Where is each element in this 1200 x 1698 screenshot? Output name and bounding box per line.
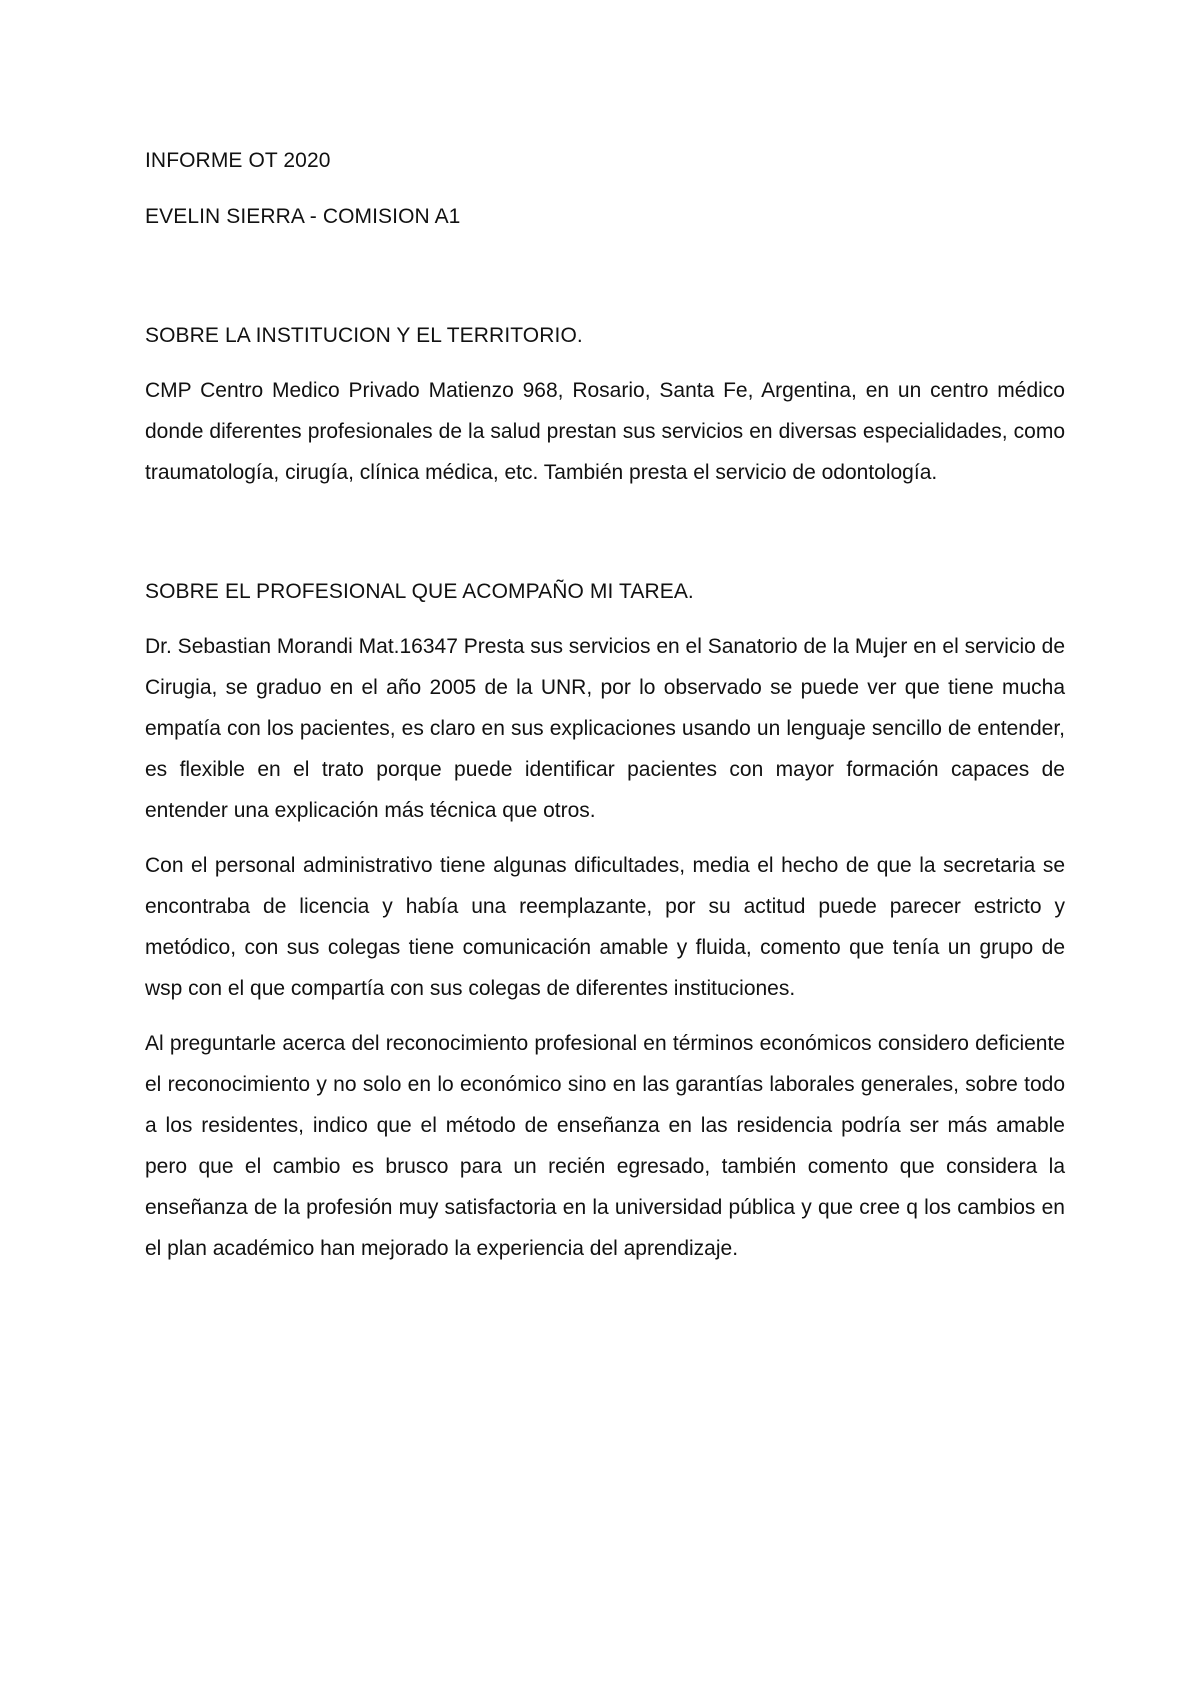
author-line: EVELIN SIERRA - COMISION A1 bbox=[145, 205, 461, 228]
paragraph-professional-1: Dr. Sebastian Morandi Mat.16347 Presta sus servicios en el Sanatorio de la Mujer en el servicio de Cirugia, se graduo en el año 2005 de la UNR, por lo observado se puede ver que tiene mucha empatía con los pacientes, es claro en sus explicaciones usando un lenguaje sencillo de entender, es flexible en el trato porque puede identificar pacientes con mayor formación capaces de entender una explicación más técnica que otros. bbox=[145, 635, 1065, 822]
document-page bbox=[145, 140, 1065, 1283]
section-heading-professional: SOBRE EL PROFESIONAL QUE ACOMPAÑO MI TAREA. bbox=[145, 580, 694, 603]
paragraph-institution: CMP Centro Medico Privado Matienzo 968, Rosario, Santa Fe, Argentina, en un centro médico donde diferentes profesionales de la salud prestan sus servicios en diversas especialidades, como traumatología, cirugía, clínica médica, etc. También presta el servicio de odontología. bbox=[145, 379, 1065, 484]
paragraph-professional-2: Con el personal administrativo tiene algunas dificultades, media el hecho de que la secretaria se encontraba de licencia y había una reemplazante, por su actitud puede parecer estricto y metódico, con sus colegas tiene comunicación amable y fluida, comento que tenía un grupo de wsp con el que compartía con sus colegas de diferentes instituciones. bbox=[145, 854, 1065, 1000]
document-title: INFORME OT 2020 bbox=[145, 149, 331, 172]
paragraph-professional-3: Al preguntarle acerca del reconocimiento profesional en términos económicos considero deficiente el reconocimiento y no solo en lo económico sino en las garantías laborales generales, sobre todo a los residentes, indico que el método de enseñanza en las residencia podría ser más amable pero que el cambio es brusco para un recién egresado, también comento que considera la enseñanza de la profesión muy satisfactoria en la universidad pública y que cree q los cambios en el plan académico han mejorado la experiencia del aprendizaje. bbox=[145, 1032, 1065, 1260]
section-heading-institution: SOBRE LA INSTITUCION Y EL TERRITORIO. bbox=[145, 324, 583, 347]
